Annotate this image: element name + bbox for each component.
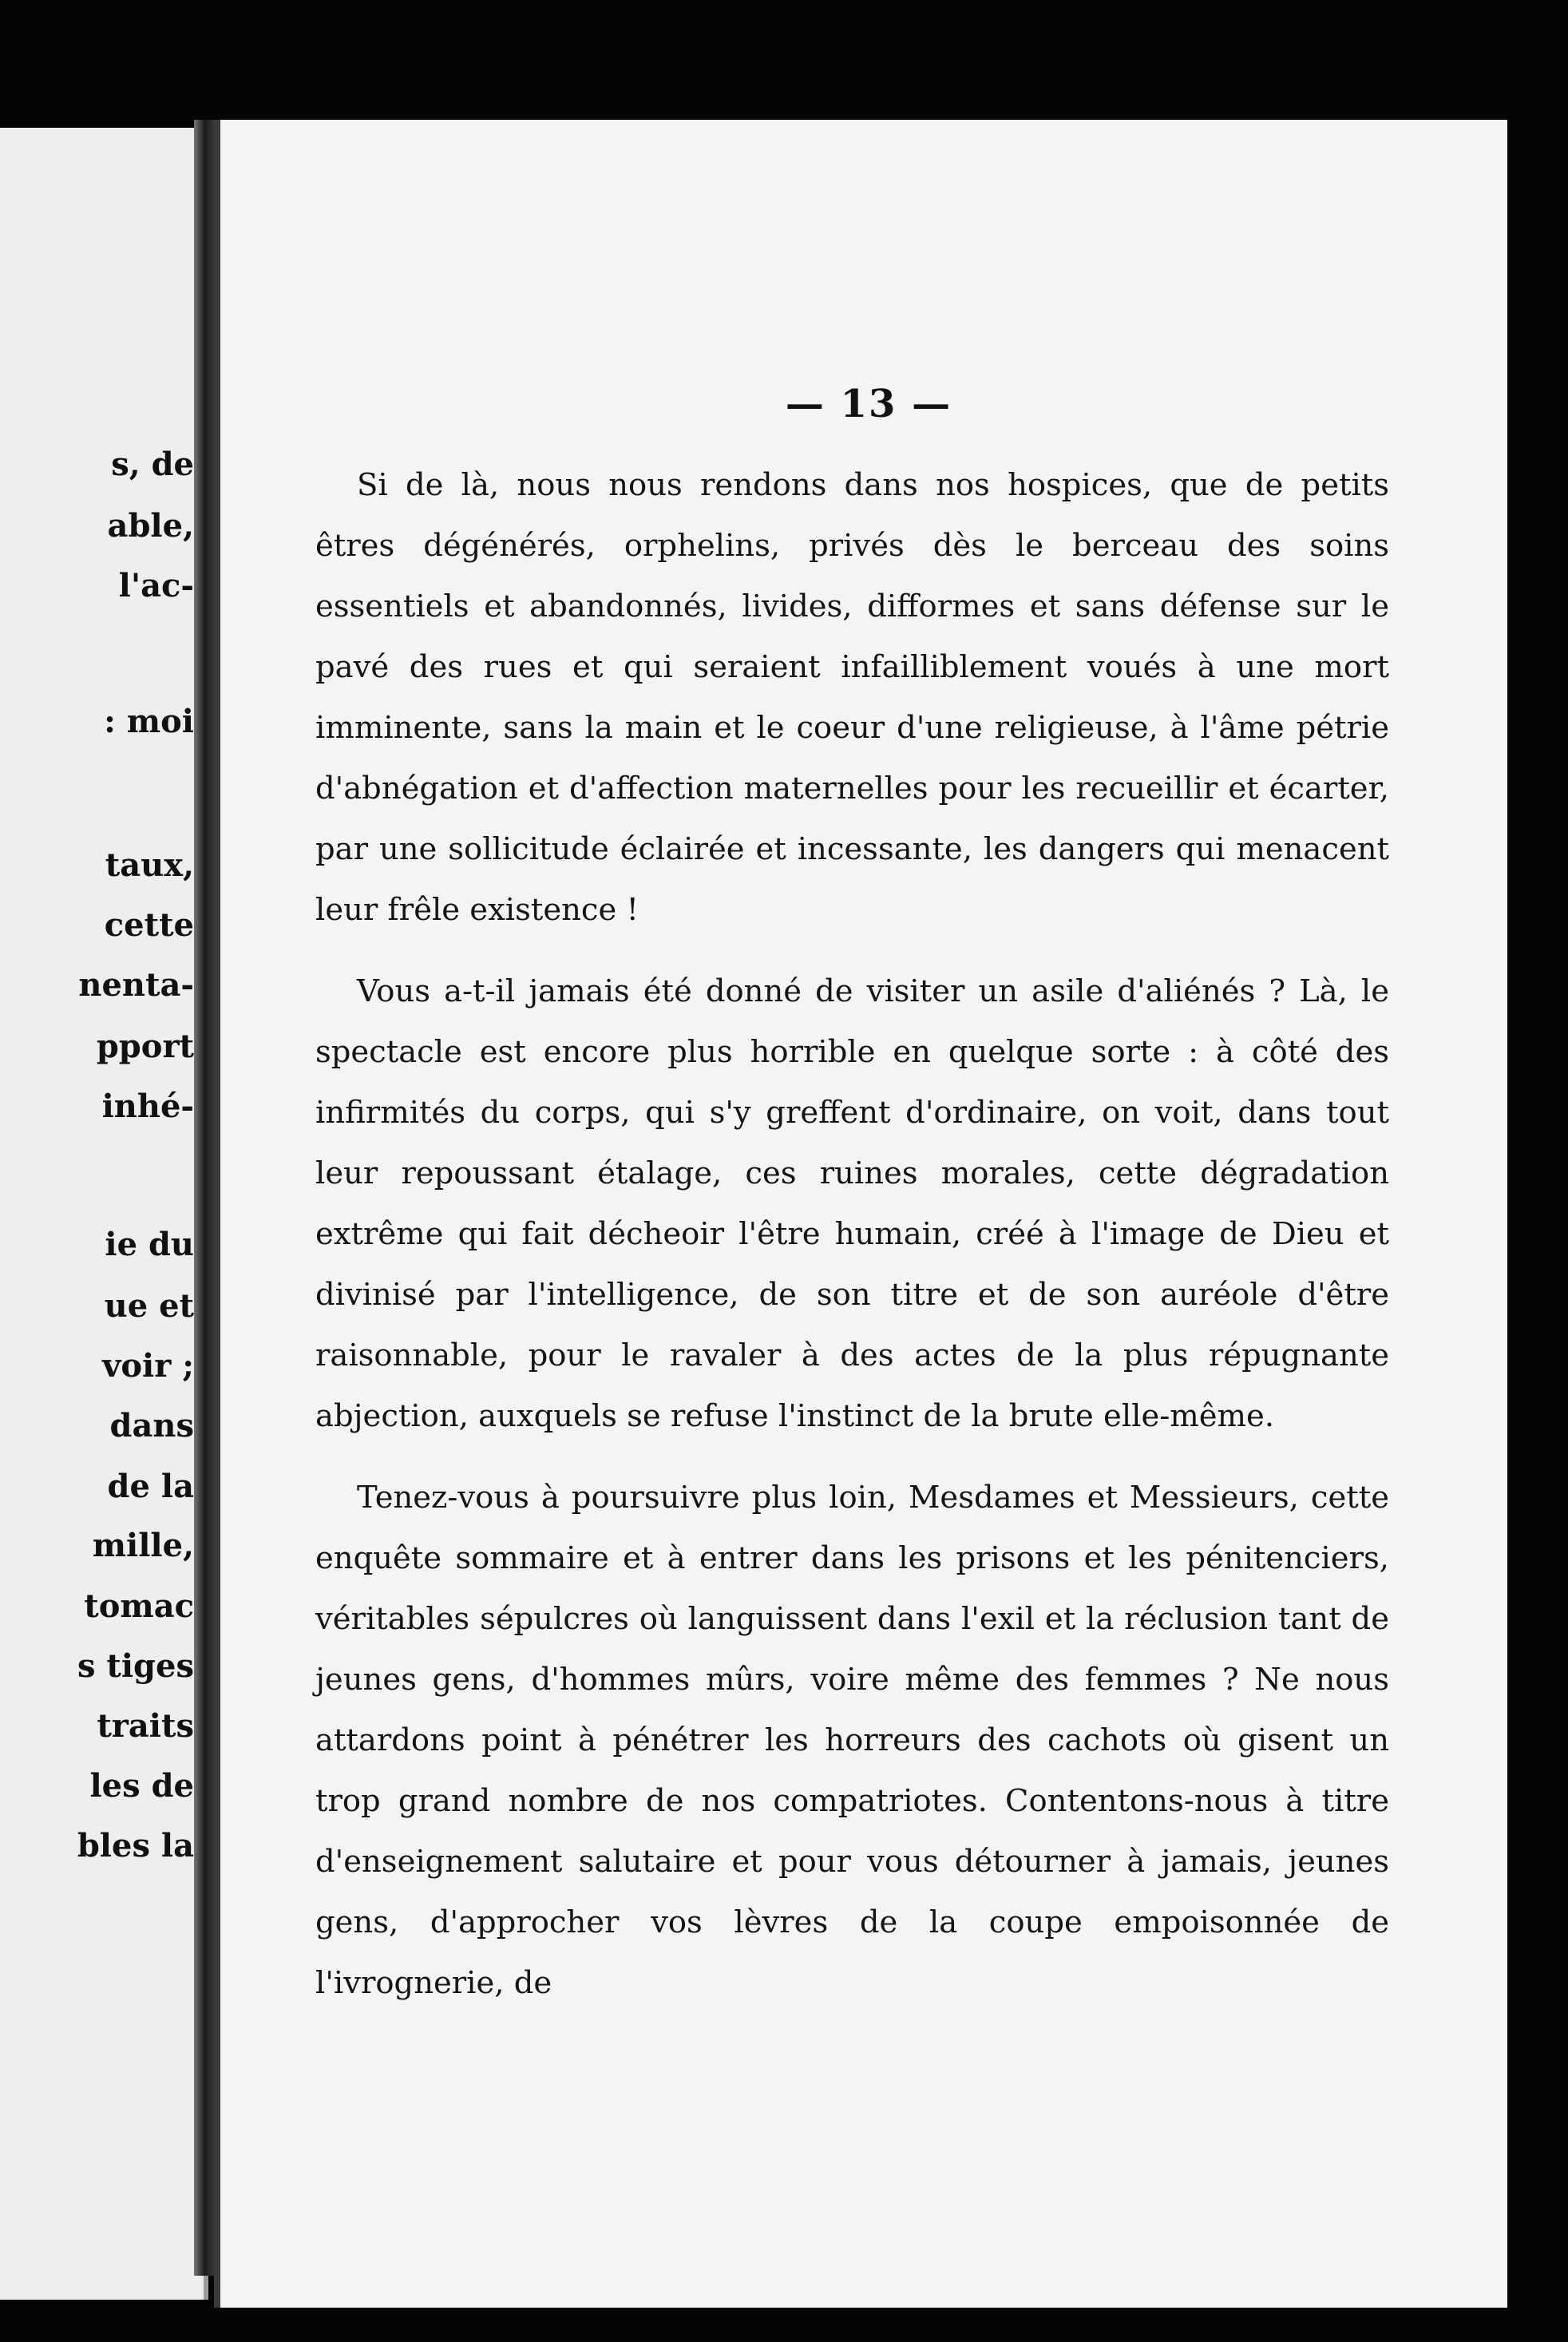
paragraph-1: Si de là, nous nous rendons dans nos hospices, que de petits êtres dégénérés, orphelins, privés dès le berceau des soins essentiels et abandonnés, livides, difformes et sans défense sur le pavé des rues et qui seraient infailliblement voués à une mort imminente, sans la main et le coeur d'une religieuse, à l'âme pétrie d'abnégation et d'affection maternelles pour les recueillir et écarter, par une sollicitude éclairée et incessante, les dangers qui menacent leur frêle existence ! <box>315 467 1389 928</box>
left-fragment-line: ue et <box>104 1287 194 1325</box>
left-fragment-line: cette <box>104 906 194 944</box>
left-fragment-line: voir ; <box>102 1347 194 1385</box>
left-fragment-line: able, <box>107 507 194 545</box>
left-fragment-line: s, de <box>111 446 194 483</box>
left-fragment-line: nenta- <box>78 966 194 1004</box>
left-fragment-line: les de <box>89 1767 194 1805</box>
left-fragment-line: l'ac- <box>118 567 194 604</box>
left-fragment-line: : moi <box>104 703 194 740</box>
left-fragment-line: mille, <box>92 1527 194 1564</box>
left-fragment-line: ie du <box>105 1226 194 1263</box>
left-fragment-line: traits <box>97 1707 194 1745</box>
left-fragment-line: pport <box>96 1028 194 1065</box>
left-fragment-line: de la <box>107 1468 194 1505</box>
left-fragment-line: bles la <box>77 1827 194 1864</box>
left-fragment-line: taux, <box>105 846 194 884</box>
page-number: — 13 — <box>785 382 952 426</box>
paragraph-2: Vous a-t-il jamais été donné de visiter un asile d'aliénés ? Là, le spectacle est encore plus horrible en quelque sorte : à côté des infirmités du corps, qui s'y greffent d'ordinaire, on voit, dans tout leur repoussant étalage, ces ruines morales, cette dégradation extrême qui fait décheoir l'être humain, créé à l'image de Dieu et divinisé par l'intelligence, de son titre et de son auréole d'être raisonnable, pour le ravaler à des actes de la plus répugnante abjection, auxquels se refuse l'instinct de la brute elle-même. <box>315 973 1389 1434</box>
body-text <box>315 455 1389 2014</box>
left-fragment-line: inhé- <box>101 1088 194 1125</box>
left-fragment-line: dans <box>109 1407 194 1444</box>
left-facing-page <box>0 128 208 2300</box>
paragraph-3: Tenez-vous à poursuivre plus loin, Mesdames et Messieurs, cette enquête sommaire et à entrer dans les prisons et les pénitenciers, véritables sépulcres où languissent dans l'exil et la réclusion tant de jeunes gens, d'hommes mûrs, voire même des femmes ? Ne nous attardons point à pénétrer les horreurs des cachots où gisent un trop grand nombre de nos compatriotes. Contentons-nous à titre d'enseignement salutaire et pour vous détourner à jamais, jeunes gens, d'approcher vos lèvres de la coupe empoisonnée de l'ivrognerie, de <box>315 1480 1389 2001</box>
left-fragment-line: s tiges <box>77 1647 194 1685</box>
left-fragment-line: tomac <box>84 1587 194 1625</box>
